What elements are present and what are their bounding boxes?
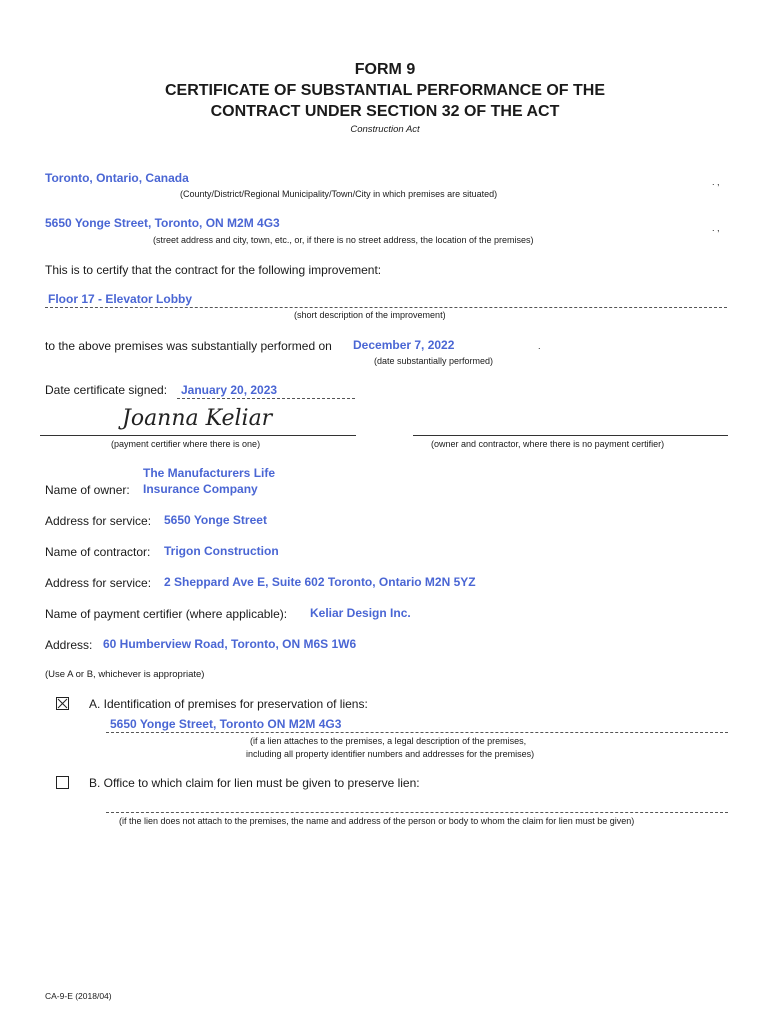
owner-field-line1[interactable]: The Manufacturers Life — [143, 466, 276, 480]
contractor-label: Name of contractor: — [45, 545, 151, 559]
street-address-caption: (street address and city, town, etc., or, if there is no street address, the location of the premises) — [153, 235, 534, 245]
form-code: CA-9-E (2018/04) — [45, 991, 112, 1001]
option-b-label: B. Office to which claim for lien must be given to preserve lien: — [89, 776, 420, 790]
left-signature-line — [40, 435, 356, 436]
right-signature-caption: (owner and contractor, where there is no payment certifier) — [431, 439, 665, 449]
certify-statement: This is to certify that the contract for the following improvement: — [45, 263, 382, 277]
street-address-trailing: . , — [712, 223, 720, 233]
option-a-premises-field[interactable]: 5650 Yonge Street, Toronto ON M2M 4G3 — [110, 717, 342, 731]
owner-address-field[interactable]: 5650 Yonge Street — [164, 513, 267, 527]
municipality-caption: (County/District/Regional Municipality/Town/City in which premises are situated) — [180, 189, 498, 199]
improvement-field[interactable]: Floor 17 - Elevator Lobby — [48, 292, 193, 306]
owner-field-line2[interactable]: Insurance Company — [143, 482, 258, 496]
option-a-line — [106, 732, 728, 733]
performed-date-field[interactable]: December 7, 2022 — [353, 338, 455, 352]
owner-address-label: Address for service: — [45, 514, 152, 528]
signature-image — [122, 406, 272, 431]
payment-certifier-label: Name of payment certifier (where applicable): — [45, 607, 288, 621]
option-a-checkbox[interactable] — [56, 697, 69, 710]
option-b-line — [106, 812, 728, 813]
contractor-address-field[interactable]: 2 Sheppard Ave E, Suite 602 Toronto, Ontario M2N 5YZ — [164, 575, 476, 589]
right-signature-line — [413, 435, 728, 436]
instruction-text: (Use A or B, whichever is appropriate) — [45, 669, 205, 680]
left-signature-caption: (payment certifier where there is one) — [111, 439, 261, 449]
performed-caption: (date substantially performed) — [374, 356, 494, 366]
contractor-field[interactable]: Trigon Construction — [164, 544, 279, 558]
certifier-address-label: Address: — [45, 638, 93, 652]
form-number: FORM 9 — [354, 61, 416, 78]
performed-label: to the above premises was substantially performed on — [45, 339, 332, 353]
performed-trailing: . — [538, 341, 541, 351]
checkmark-x-icon — [57, 698, 68, 709]
payment-certifier-field[interactable]: Keliar Design Inc. — [310, 606, 411, 620]
municipality-trailing: . , — [712, 177, 720, 187]
act-name: Construction Act — [350, 124, 420, 135]
option-b-caption: (if the lien does not attach to the premises, the name and address of the person or body to whom the claim for lien must be given) — [119, 816, 635, 826]
municipality-field[interactable]: Toronto, Ontario, Canada — [45, 171, 189, 185]
option-a-caption-line1: (if a lien attaches to the premises, a legal description of the premises, — [250, 736, 527, 746]
form-title-line1: CERTIFICATE OF SUBSTANTIAL PERFORMANCE OF THE — [165, 82, 605, 99]
option-a-caption-line2: including all property identifier numbers and addresses for the premises) — [246, 749, 535, 759]
contractor-address-label: Address for service: — [45, 576, 152, 590]
improvement-caption: (short description of the improvement) — [294, 310, 446, 320]
date-signed-field[interactable]: January 20, 2023 — [181, 383, 278, 397]
option-a-label: A. Identification of premises for preservation of liens: — [89, 697, 368, 711]
street-address-field[interactable]: 5650 Yonge Street, Toronto, ON M2M 4G3 — [45, 216, 280, 230]
improvement-line — [45, 307, 727, 308]
certifier-address-field[interactable]: 60 Humberview Road, Toronto, ON M6S 1W6 — [103, 637, 357, 651]
signature-text: Joanna Keliar — [122, 406, 273, 431]
option-b-checkbox[interactable] — [56, 776, 69, 789]
date-signed-line — [177, 398, 355, 399]
form-title-line2: CONTRACT UNDER SECTION 32 OF THE ACT — [210, 103, 560, 120]
date-signed-label: Date certificate signed: — [45, 383, 168, 397]
owner-label: Name of owner: — [45, 483, 130, 497]
